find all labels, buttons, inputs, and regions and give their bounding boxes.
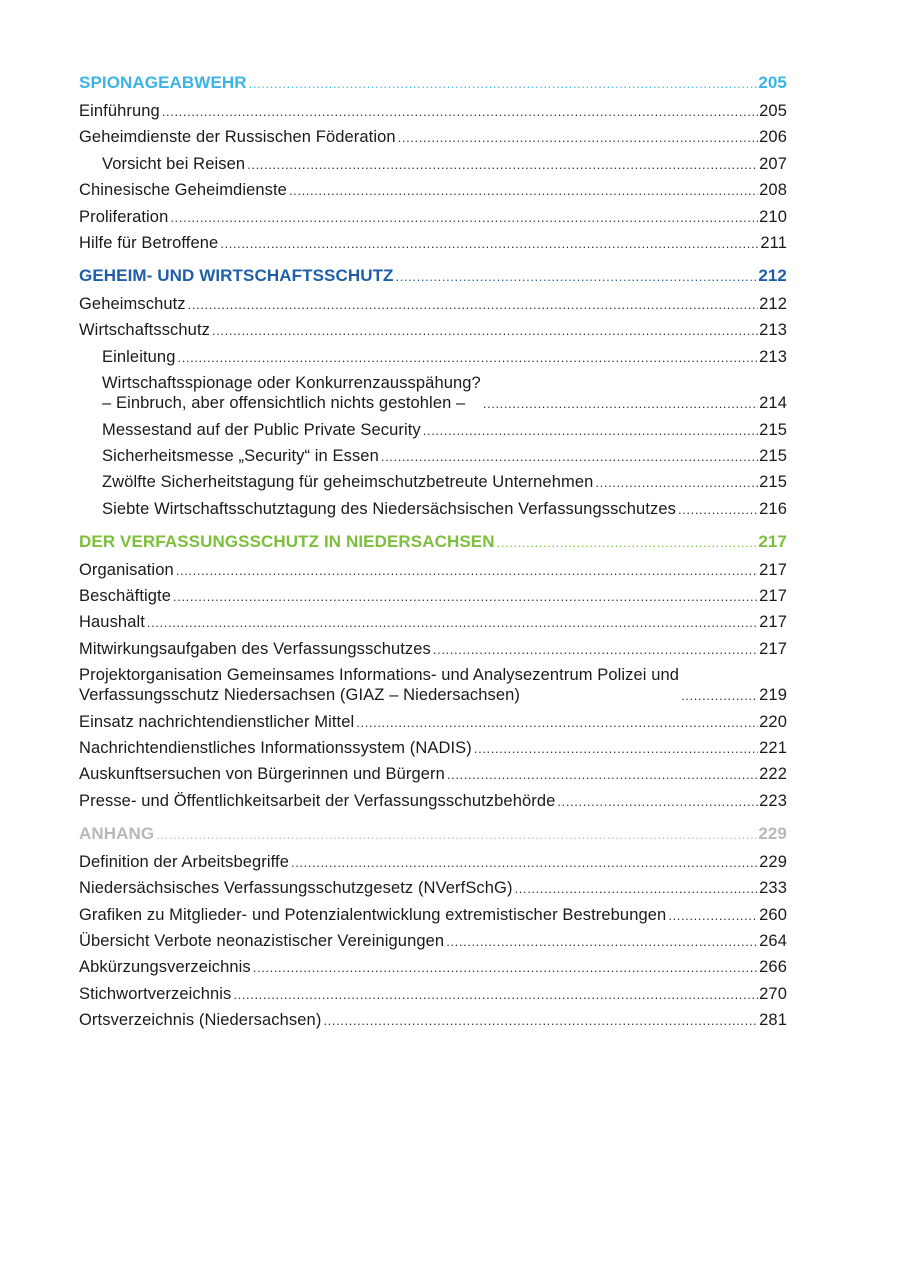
dot-leader [447, 768, 758, 784]
entry-title: Geheimdienste der Russischen Föderation [79, 128, 396, 147]
entry-page-number: 217 [759, 587, 787, 606]
entry-page-number: 217 [759, 560, 787, 579]
toc-subentry[interactable] [79, 446, 787, 466]
toc-entry[interactable] [79, 180, 787, 200]
toc-section-geheim-und-wirtschaftsschutz [79, 266, 787, 519]
dot-leader [433, 643, 758, 659]
entry-title: Einführung [79, 102, 160, 120]
entry-title: Grafiken zu Mitglieder- und Potenzialentwicklung extremistischer Bestrebungen [79, 905, 667, 924]
entry-page-number: 214 [759, 394, 787, 413]
entry-page-number: 207 [759, 154, 787, 173]
entry-page-number: 223 [759, 791, 787, 810]
toc-entry[interactable] [79, 905, 787, 925]
table-of-contents [79, 73, 787, 1043]
entry-title: Vorsicht bei Reisen [102, 154, 246, 173]
toc-entry[interactable] [79, 878, 787, 898]
dot-leader [446, 935, 758, 951]
dot-leader [289, 184, 758, 200]
toc-section-heading[interactable] [79, 532, 787, 552]
toc-section-verfassungsschutz-niedersachsen [79, 532, 787, 811]
dot-leader [396, 270, 758, 286]
entry-page-number: 213 [759, 321, 787, 340]
entry-page-number: 212 [759, 294, 787, 313]
dot-leader [173, 590, 758, 606]
section-page-number: 229 [758, 823, 787, 843]
dot-leader [381, 450, 758, 466]
entry-page-number: 264 [759, 931, 787, 950]
entry-page-number: 215 [759, 473, 787, 492]
dot-leader [515, 882, 759, 898]
entry-title: Zwölfte Sicherheitstagung für geheimschutzbetreute Unternehmen [102, 473, 594, 492]
dot-leader [177, 351, 758, 367]
entry-page-number: 208 [759, 181, 787, 200]
toc-entry[interactable] [79, 852, 787, 872]
dot-leader [474, 742, 758, 758]
entry-title: Übersicht Verbote neonazistischer Vereinigungen [79, 931, 445, 950]
entry-title: Abkürzungsverzeichnis [79, 958, 251, 977]
section-page-number: 205 [758, 73, 787, 92]
dot-leader [291, 856, 758, 872]
entry-page-number: 221 [759, 739, 787, 758]
toc-subentry[interactable] [79, 373, 787, 413]
entry-page-number: 220 [759, 712, 787, 731]
dot-leader [678, 503, 758, 519]
section-page-number: 212 [758, 265, 787, 285]
dot-leader [668, 909, 758, 925]
toc-entry[interactable] [79, 764, 787, 784]
toc-section-heading[interactable] [79, 73, 787, 93]
entry-page-number: 270 [759, 984, 787, 1003]
toc-entry[interactable] [79, 101, 787, 121]
entry-title: Proliferation [79, 207, 169, 226]
entry-title: Geheimschutz [79, 294, 186, 313]
toc-entry[interactable] [79, 294, 787, 314]
toc-section-anhang [79, 824, 787, 1030]
toc-entry[interactable] [79, 1010, 787, 1030]
entry-page-number: 217 [759, 613, 787, 632]
dot-leader [681, 689, 758, 705]
dot-leader [162, 105, 758, 121]
entry-title: Projektorganisation Gemeinsames Informations- und Analysezentrum Polizei und [79, 666, 680, 685]
toc-entry[interactable] [79, 791, 787, 811]
section-title: DER VERFASSUNGSSCHUTZ IN NIEDERSACHSEN [79, 531, 495, 551]
entry-page-number: 233 [759, 879, 787, 898]
toc-entry[interactable] [79, 612, 787, 632]
dot-leader [595, 476, 758, 492]
toc-section-heading[interactable] [79, 824, 787, 844]
entry-title: Einleitung [102, 347, 176, 366]
entry-title: Wirtschaftsspionage oder Konkurrenzausspähung? [102, 374, 481, 393]
entry-page-number: 205 [759, 102, 787, 120]
toc-subentry[interactable] [79, 347, 787, 367]
dot-leader [156, 828, 757, 844]
dot-leader [253, 961, 758, 977]
entry-page-number: 266 [759, 958, 787, 977]
toc-subentry[interactable] [79, 499, 787, 519]
dot-leader [176, 564, 758, 580]
entry-page-number: 206 [759, 128, 787, 147]
dot-leader [247, 158, 758, 174]
toc-section-heading[interactable] [79, 266, 787, 286]
toc-entry[interactable] [79, 712, 787, 732]
entry-page-number: 219 [759, 686, 787, 705]
toc-entry[interactable] [79, 957, 787, 977]
entry-title: Presse- und Öffentlichkeitsarbeit der Verfassungsschutzbehörde [79, 791, 556, 810]
dot-leader [398, 131, 759, 147]
entry-title: Stichwortverzeichnis [79, 984, 232, 1003]
toc-subentry[interactable] [79, 472, 787, 492]
dot-leader [423, 424, 758, 440]
entry-title: Einsatz nachrichtendienstlicher Mittel [79, 712, 355, 731]
toc-entry[interactable] [79, 233, 787, 253]
dot-leader [188, 298, 758, 314]
dot-leader [147, 616, 758, 632]
entry-title: Chinesische Geheimdienste [79, 181, 287, 200]
entry-page-number: 215 [759, 420, 787, 439]
section-title: GEHEIM- UND WIRTSCHAFTSSCHUTZ [79, 265, 394, 285]
entry-page-number: 213 [759, 347, 787, 366]
entry-page-number: 211 [760, 233, 787, 252]
toc-entry[interactable] [79, 984, 787, 1004]
entry-page-number: 260 [759, 905, 787, 924]
entry-title-block [102, 373, 481, 413]
toc-subentry[interactable] [79, 420, 787, 440]
toc-entry[interactable] [79, 665, 787, 705]
dot-leader [233, 988, 758, 1004]
entry-title: Messestand auf der Public Private Security [102, 420, 421, 439]
entry-title: Mitwirkungsaufgaben des Verfassungsschutzes [79, 639, 431, 658]
toc-section-spionageabwehr [79, 73, 787, 253]
dot-leader [497, 536, 758, 552]
toc-entry[interactable] [79, 127, 787, 147]
section-page-number: 217 [758, 531, 787, 551]
entry-page-number: 217 [759, 639, 787, 658]
entry-page-number: 210 [759, 207, 787, 226]
entry-page-number: 222 [759, 765, 787, 784]
entry-page-number: 215 [759, 446, 787, 465]
entry-title: Sicherheitsmesse „Security“ in Essen [102, 446, 379, 465]
toc-entry[interactable] [79, 207, 787, 227]
dot-leader [356, 716, 758, 732]
entry-title: Auskunftsersuchen von Bürgerinnen und Bürgern [79, 765, 445, 784]
entry-page-number: 281 [759, 1011, 787, 1030]
dot-leader [557, 795, 758, 811]
toc-entry[interactable] [79, 738, 787, 758]
dot-leader [483, 397, 758, 413]
entry-title: Niedersächsisches Verfassungsschutzgesetz (NVerfSchG) [79, 879, 513, 898]
entry-title-line2: – Einbruch, aber offensichtlich nichts gestohlen – [102, 394, 466, 413]
dot-leader [212, 324, 758, 340]
entry-title-line2: Verfassungsschutz Niedersachsen (GIAZ – Niedersachsen) [79, 686, 521, 705]
section-title: ANHANG [79, 823, 155, 843]
entry-page-number: 216 [759, 499, 787, 518]
entry-title: Ortsverzeichnis (Niedersachsen) [79, 1011, 322, 1030]
dot-leader [220, 237, 759, 253]
dot-leader [249, 77, 758, 93]
entry-page-number: 229 [759, 852, 787, 871]
toc-entry[interactable] [79, 931, 787, 951]
dot-leader [323, 1014, 758, 1030]
entry-title: Wirtschaftsschutz [79, 321, 210, 340]
entry-title: Definition der Arbeitsbegriffe [79, 852, 289, 871]
toc-entry[interactable] [79, 639, 787, 659]
toc-entry[interactable] [79, 586, 787, 606]
toc-subentry[interactable] [79, 154, 787, 174]
entry-title: Haushalt [79, 613, 145, 632]
toc-entry[interactable] [79, 560, 787, 580]
entry-title: Beschäftigte [79, 587, 172, 606]
entry-title: Hilfe für Betroffene [79, 233, 219, 252]
entry-title: Siebte Wirtschaftsschutztagung des Niedersächsischen Verfassungsschutzes [102, 499, 676, 518]
entry-title-block [79, 665, 679, 705]
section-title: SPIONAGEABWEHR [79, 73, 247, 92]
toc-entry[interactable] [79, 320, 787, 340]
entry-title: Nachrichtendienstliches Informationssystem (NADIS) [79, 739, 472, 758]
dot-leader [170, 211, 758, 227]
entry-title: Organisation [79, 560, 174, 579]
